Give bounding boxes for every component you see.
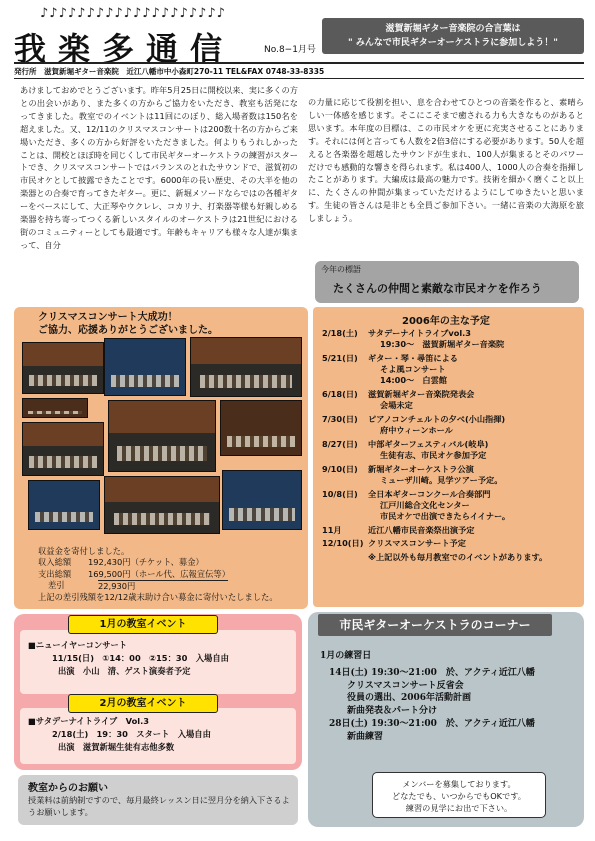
practice-line: 新曲発表＆パート分け <box>320 706 438 717</box>
concert-photo <box>22 422 104 476</box>
concert-photo <box>220 400 302 456</box>
schedule-detail: 生徒有志、市民オケ参加予定 <box>380 450 487 461</box>
concert-photo <box>104 476 220 534</box>
expense-label: 支出総額 <box>38 568 72 579</box>
orchestra-corner-title: 市民ギターオーケストラのコーナー <box>318 614 552 636</box>
schedule-date: 6/18(日) <box>322 389 358 400</box>
practice-heading: 1月の練習日 <box>320 651 372 661</box>
schedule-date: 7/30(日) <box>322 413 358 424</box>
schedule-detail: 新堀ギターオーケストラ公演 <box>368 463 474 474</box>
practice-line: 28日(土) 19:30～21:00 於、アクティ近江八幡 <box>320 718 535 729</box>
recruit-line-1: メンバーを募集しております。 <box>402 779 516 789</box>
february-event-time: 2/18(土) 19：30 スタート 入場自由 <box>52 729 211 739</box>
income-label: 収入総額 <box>38 557 72 568</box>
practice-line: 14日(土) 19:30～21:00 於、アクティ近江八幡 <box>320 667 535 678</box>
schedule-detail: 滋賀新堀ギター音楽院発表会 <box>368 389 475 400</box>
schedule-date: 2/18(土) <box>322 328 358 338</box>
masthead-divider <box>14 62 584 64</box>
concert-photo <box>104 338 186 396</box>
schedule-detail: そよ風コンサート <box>380 364 446 375</box>
schedule-detail: サタデーナイトライブvol.3 <box>368 328 471 338</box>
january-event-time: 11/15(日) ①14：00 ②15：30 入場自由 <box>52 653 229 663</box>
schedule-detail: 会場未定 <box>380 400 413 411</box>
donation-note: 上記の差引残額を12/12歳末助け合い募金に寄付いたしました。 <box>38 592 278 603</box>
concert-photo <box>190 337 302 397</box>
schedule-detail: 江戸川総合文化センター <box>380 499 470 510</box>
notice-body: 授業料は前納制ですので、毎月最終レッスン日に翌月分を納入下さるようお願いします。 <box>28 795 290 817</box>
concert-photo <box>22 342 104 394</box>
greeting-text-right: の力量に応じて役割を担い、息を合わせてひとつの音楽を作ると、素晴らしい一体感を感じます。そこにこそまで癒される力も大きなものがあると思います。本年度の目標は、この市民オケを更に充実させることにあります。それには何と言っても人数を2倍3倍にする必要があります。50人を超えると各楽器を超越したサウンドが生まれ、100人が集まるとそのパワーだけでも感動的な響きを得られます。私は400人、1000人の合奏を指揮したことがあります。大編成は最高の魅力です。技術を細かく磨くこと以上に、たくさんの仲間が集まっていただけるようにしてゆきたいと思います。生徒の皆さんは是非とも全員ご参加下さい。一緒に音楽の大海原を旅しましょう。 <box>308 97 584 224</box>
schedule-item <box>322 525 582 536</box>
schedule-date: 5/21(日) <box>322 352 358 363</box>
schedule-item <box>322 489 582 523</box>
concert-photo <box>222 470 302 530</box>
publisher-divider <box>14 78 584 79</box>
motto-text: たくさんの仲間と素敵な市民オケを作ろう <box>333 282 542 295</box>
practice-line: クリスマスコンサート反省会 <box>320 680 464 691</box>
schedule-detail: 市民オケで出演できたらイイナー。 <box>380 511 511 522</box>
newsletter-title: 我楽多通信 <box>14 30 235 68</box>
practice-schedule <box>320 650 580 744</box>
concert-title-line-1: クリスマスコンサート大成功！ <box>38 312 178 323</box>
recruit-line-2: どなたでも、いつからでもOKです。 <box>392 791 526 801</box>
schedule-item <box>322 328 582 350</box>
schedule-title: 2006年の主な予定 <box>402 316 490 327</box>
schedule-date: 12/10(日) <box>322 538 364 549</box>
motto-box <box>315 261 579 303</box>
notice-title: 教室からのお願い <box>28 783 108 794</box>
concert-report-title <box>38 311 218 337</box>
schedule-item <box>322 538 582 549</box>
january-events-heading: 1月の教室イベント <box>68 615 218 634</box>
practice-line: 役員の選出、2006年活動計画 <box>320 693 472 704</box>
banner-line-2: " みんなで市民ギターオーケストラに参加しよう！" <box>348 38 558 48</box>
schedule-detail: ギター・琴・尋笛による <box>368 352 458 363</box>
recruit-line-3: 練習の見学にお出で下さい。 <box>405 803 513 813</box>
practice-line: 新曲練習 <box>320 731 384 742</box>
greeting-text-left: あけましておめでとうございます。昨年5月25日に開校以来、実に多くの方との出会いがあり、また多くの方からご協力をいただき、教室も活発になってきました。教室でのイベントは11回にのぼり、総入場者数は150名を超えました。又、12/11のクリスマスコンサートは200数十名の方からご来場いただき、多くの方から好評をいただきました。何よりもうれしかったことは、開校とほぼ時を同じくして市民ギターオーケストラの練習がスタートでき、クリスマスコンサートではバランスのとれたサウンドで、滋賀初の市民オケとして披露できたことです。6000年の長い歴史、その大半を他の楽器との合奏で育ってきたギター。更に、新堀メソードならではの各種ギターをベースにして、大正琴やウクレレ、コカリナ、打楽器等様も好親しめる楽器を持ち寄ってつくる新しいスタイルのオーケストラは21世紀における街のコミュニティーとしても最適です。年齢もキャリアも様々な人達が集まって、自分 <box>20 85 298 250</box>
issue-number: No.8−1月号 <box>264 45 316 55</box>
schedule-detail: クリスマスコンサート予定 <box>368 538 466 549</box>
income-value: 192,430円（チケット、募金） <box>88 557 204 568</box>
schedule-item <box>322 414 582 436</box>
february-event-performers: 出演 滋賀新堀生徒有志他多数 <box>58 742 175 752</box>
schedule-list <box>322 328 582 563</box>
schedule-detail: 中部ギターフェスティバル(岐阜) <box>368 438 489 449</box>
banner-line-1: 滋賀新堀ギター音楽院の合言葉は <box>385 24 521 34</box>
january-event-title: ■ニューイヤーコンサート <box>28 640 128 650</box>
schedule-detail: ミューザ川崎。見学ツアー予定。 <box>380 474 503 485</box>
schedule-detail: 府中ウィーンホール <box>380 425 453 436</box>
schedule-detail: 全日本ギターコンクール合奏部門 <box>368 488 491 499</box>
music-notes-decoration: ♪♪♪♪♪♪♪♪♪♪♪♪♪♪♪♪♪♪♪♪ <box>40 6 226 21</box>
concert-title-line-2: ご協力、応援ありがとうございました。 <box>38 325 218 336</box>
recruitment-box <box>372 772 546 818</box>
january-event-performers: 出演 小山 清、ゲスト演奏者予定 <box>58 666 191 676</box>
donation-report <box>38 546 300 603</box>
concert-photo <box>22 398 88 418</box>
schedule-date: 10/8(日) <box>322 488 358 499</box>
schedule-detail: 19:30～ 滋賀新堀ギター音楽院 <box>380 339 505 350</box>
schedule-item <box>322 464 582 486</box>
expense-value: 169,500円（ホール代、広報宣伝等） <box>88 568 231 579</box>
february-events-heading: 2月の教室イベント <box>68 694 218 713</box>
concert-photo <box>28 480 100 530</box>
donation-intro: 収益金を寄付しました。 <box>38 546 130 556</box>
schedule-detail: ピアノコンチェルトの夕べ(小山指揮) <box>368 413 506 424</box>
net-value: 22,930円 <box>98 580 228 592</box>
schedule-detail: 14:00～ 白雲館 <box>380 375 447 386</box>
schedule-date: 11月 <box>322 524 342 535</box>
motto-label: 今年の標語 <box>321 265 361 274</box>
motto-banner <box>322 18 584 54</box>
schedule-item <box>322 353 582 387</box>
schedule-date: 9/10(日) <box>322 463 358 474</box>
publisher-info: 発行所 滋賀新堀ギター音楽院 近江八幡市中小森町270-11 TEL&FAX 0748-33-8335 <box>14 67 325 76</box>
schedule-item <box>322 389 582 411</box>
february-event-title: ■サタデーナイトライブ Vol.3 <box>28 716 150 726</box>
schedule-detail: 近江八幡市民音楽祭出演予定 <box>368 524 475 535</box>
net-label: 差引 <box>48 579 65 590</box>
schedule-note: ※上記以外も毎月教室でのイベントがあります。 <box>368 552 548 563</box>
classroom-notice <box>18 775 298 825</box>
concert-photo <box>108 400 216 472</box>
schedule-date: 8/27(日) <box>322 438 358 449</box>
schedule-item <box>322 439 582 461</box>
